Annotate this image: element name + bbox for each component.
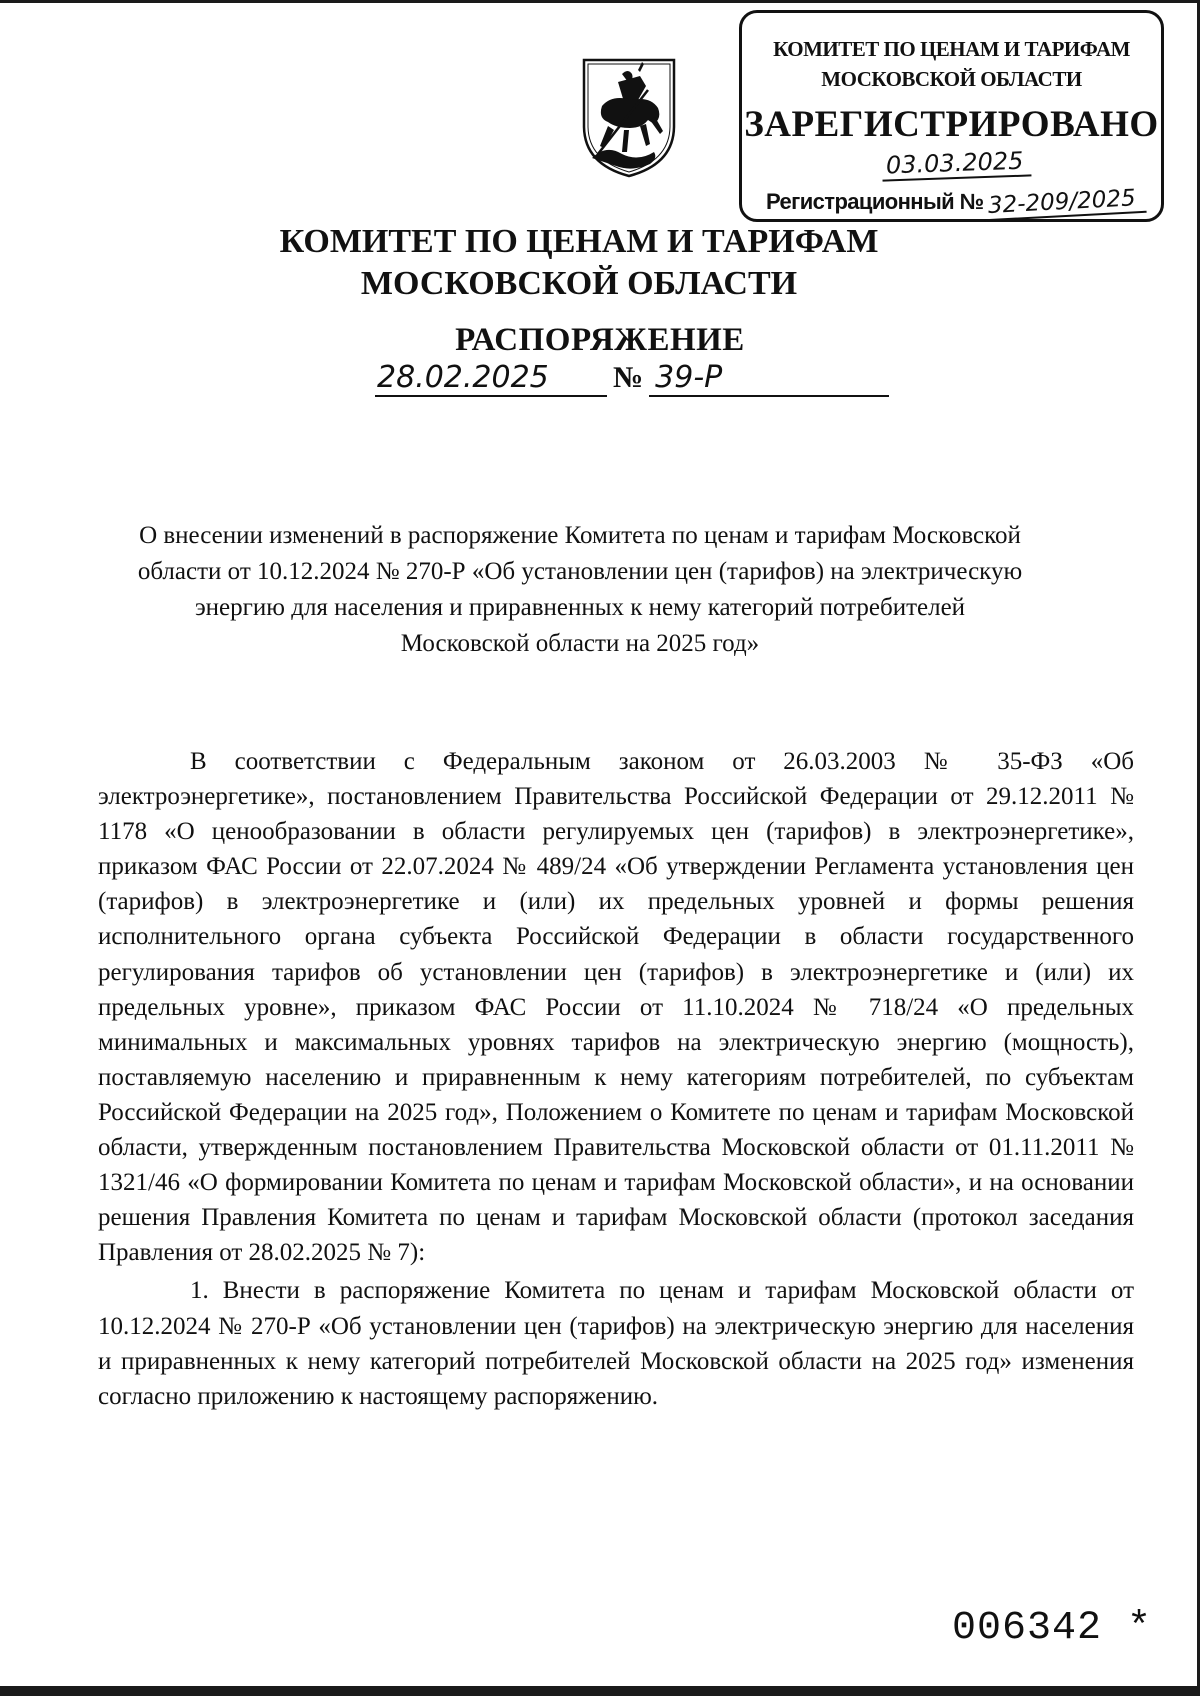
- scan-edge-bottom: [0, 1686, 1200, 1696]
- stamp-reg-number-row: [766, 185, 1145, 220]
- stamp-org-line2: МОСКОВСКОЙ ОБЛАСТИ: [821, 67, 1082, 91]
- stamp-reg-number: 32-209/2025: [983, 185, 1146, 221]
- document-body: [98, 744, 1134, 1414]
- form-serial-number: 006342 *: [952, 1606, 1153, 1651]
- stamp-org-line1: КОМИТЕТ ПО ЦЕНАМ И ТАРИФАМ: [773, 37, 1130, 61]
- document-date-number-line: [375, 360, 889, 397]
- registration-stamp: [739, 10, 1164, 222]
- document-type: РАСПОРЯЖЕНИЕ: [455, 322, 745, 358]
- scan-edge-top: [0, 0, 1200, 3]
- stamp-date: 03.03.2025: [882, 146, 1032, 181]
- document-number: 39-Р: [649, 360, 889, 397]
- document-title: О внесении изменений в распоряжение Комитета по ценам и тарифам Московской области от 10.12.2024 № 270-Р «Об установлении цен (тарифов) на электрическую энергию для населения и приравненных к нему категорий потребителей Московской области на 2025 год»: [137, 522, 1023, 657]
- stamp-reg-label: Регистрационный №: [766, 189, 984, 214]
- committee-name-line2: МОСКОВСКОЙ ОБЛАСТИ: [360, 265, 798, 302]
- document-date: 28.02.2025: [375, 360, 607, 397]
- body-item-1: 1. Внести в распоряжение Комитета по ценам и тарифам Московской области от 10.12.2024 № 270-Р «Об установлении цен (тарифов) на электрическую энергию для населения и приравненных к нему категорий потребителей Московской области на 2025 год» изменения согласно приложению к настоящему распоряжению.: [98, 1277, 1134, 1410]
- coat-of-arms-icon: [578, 56, 680, 180]
- committee-name-line1: КОМИТЕТ ПО ЦЕНАМ И ТАРИФАМ: [279, 223, 879, 260]
- stamp-status: ЗАРЕГИСТРИРОВАНО: [744, 104, 1159, 145]
- body-preamble: В соответствии с Федеральным законом от 26.03.2003 № 35-ФЗ «Об электроэнергетике», постановлением Правительства Российской Федерации от 29.12.2011 № 1178 «О ценообразовании в области регулируемых цен (тарифов) в электроэнергетике», приказом ФАС России от 22.07.2024 № 489/24 «Об утверждении Регламента установления цен (тарифов) в электроэнергетике и (или) их предельных уровней и формы решения исполнительного органа субъекта Российской Федерации в области государственного регулирования тарифов об установлении цен (тарифов) в электроэнергетике и (или) их предельных уровне», приказом ФАС России от 11.10.2024 № 718/24 «О предельных минимальных и максимальных уровнях тарифов на электрическую энергию (мощность), поставляемую населению и приравненным к нему категориям потребителей, по субъектам Российской Федерации на 2025 год», Положением о Комитете по ценам и тарифам Московской области, утвержденным постановлением Правительства Московской области от 01.11.2011 № 1321/46 «О формировании Комитета по ценам и тарифам Московской области», и на основании решения Правления Комитета по ценам и тарифам Московской области (протокол заседания Правления от 28.02.2025 № 7):: [98, 748, 1134, 1267]
- document-number-label: №: [613, 361, 644, 394]
